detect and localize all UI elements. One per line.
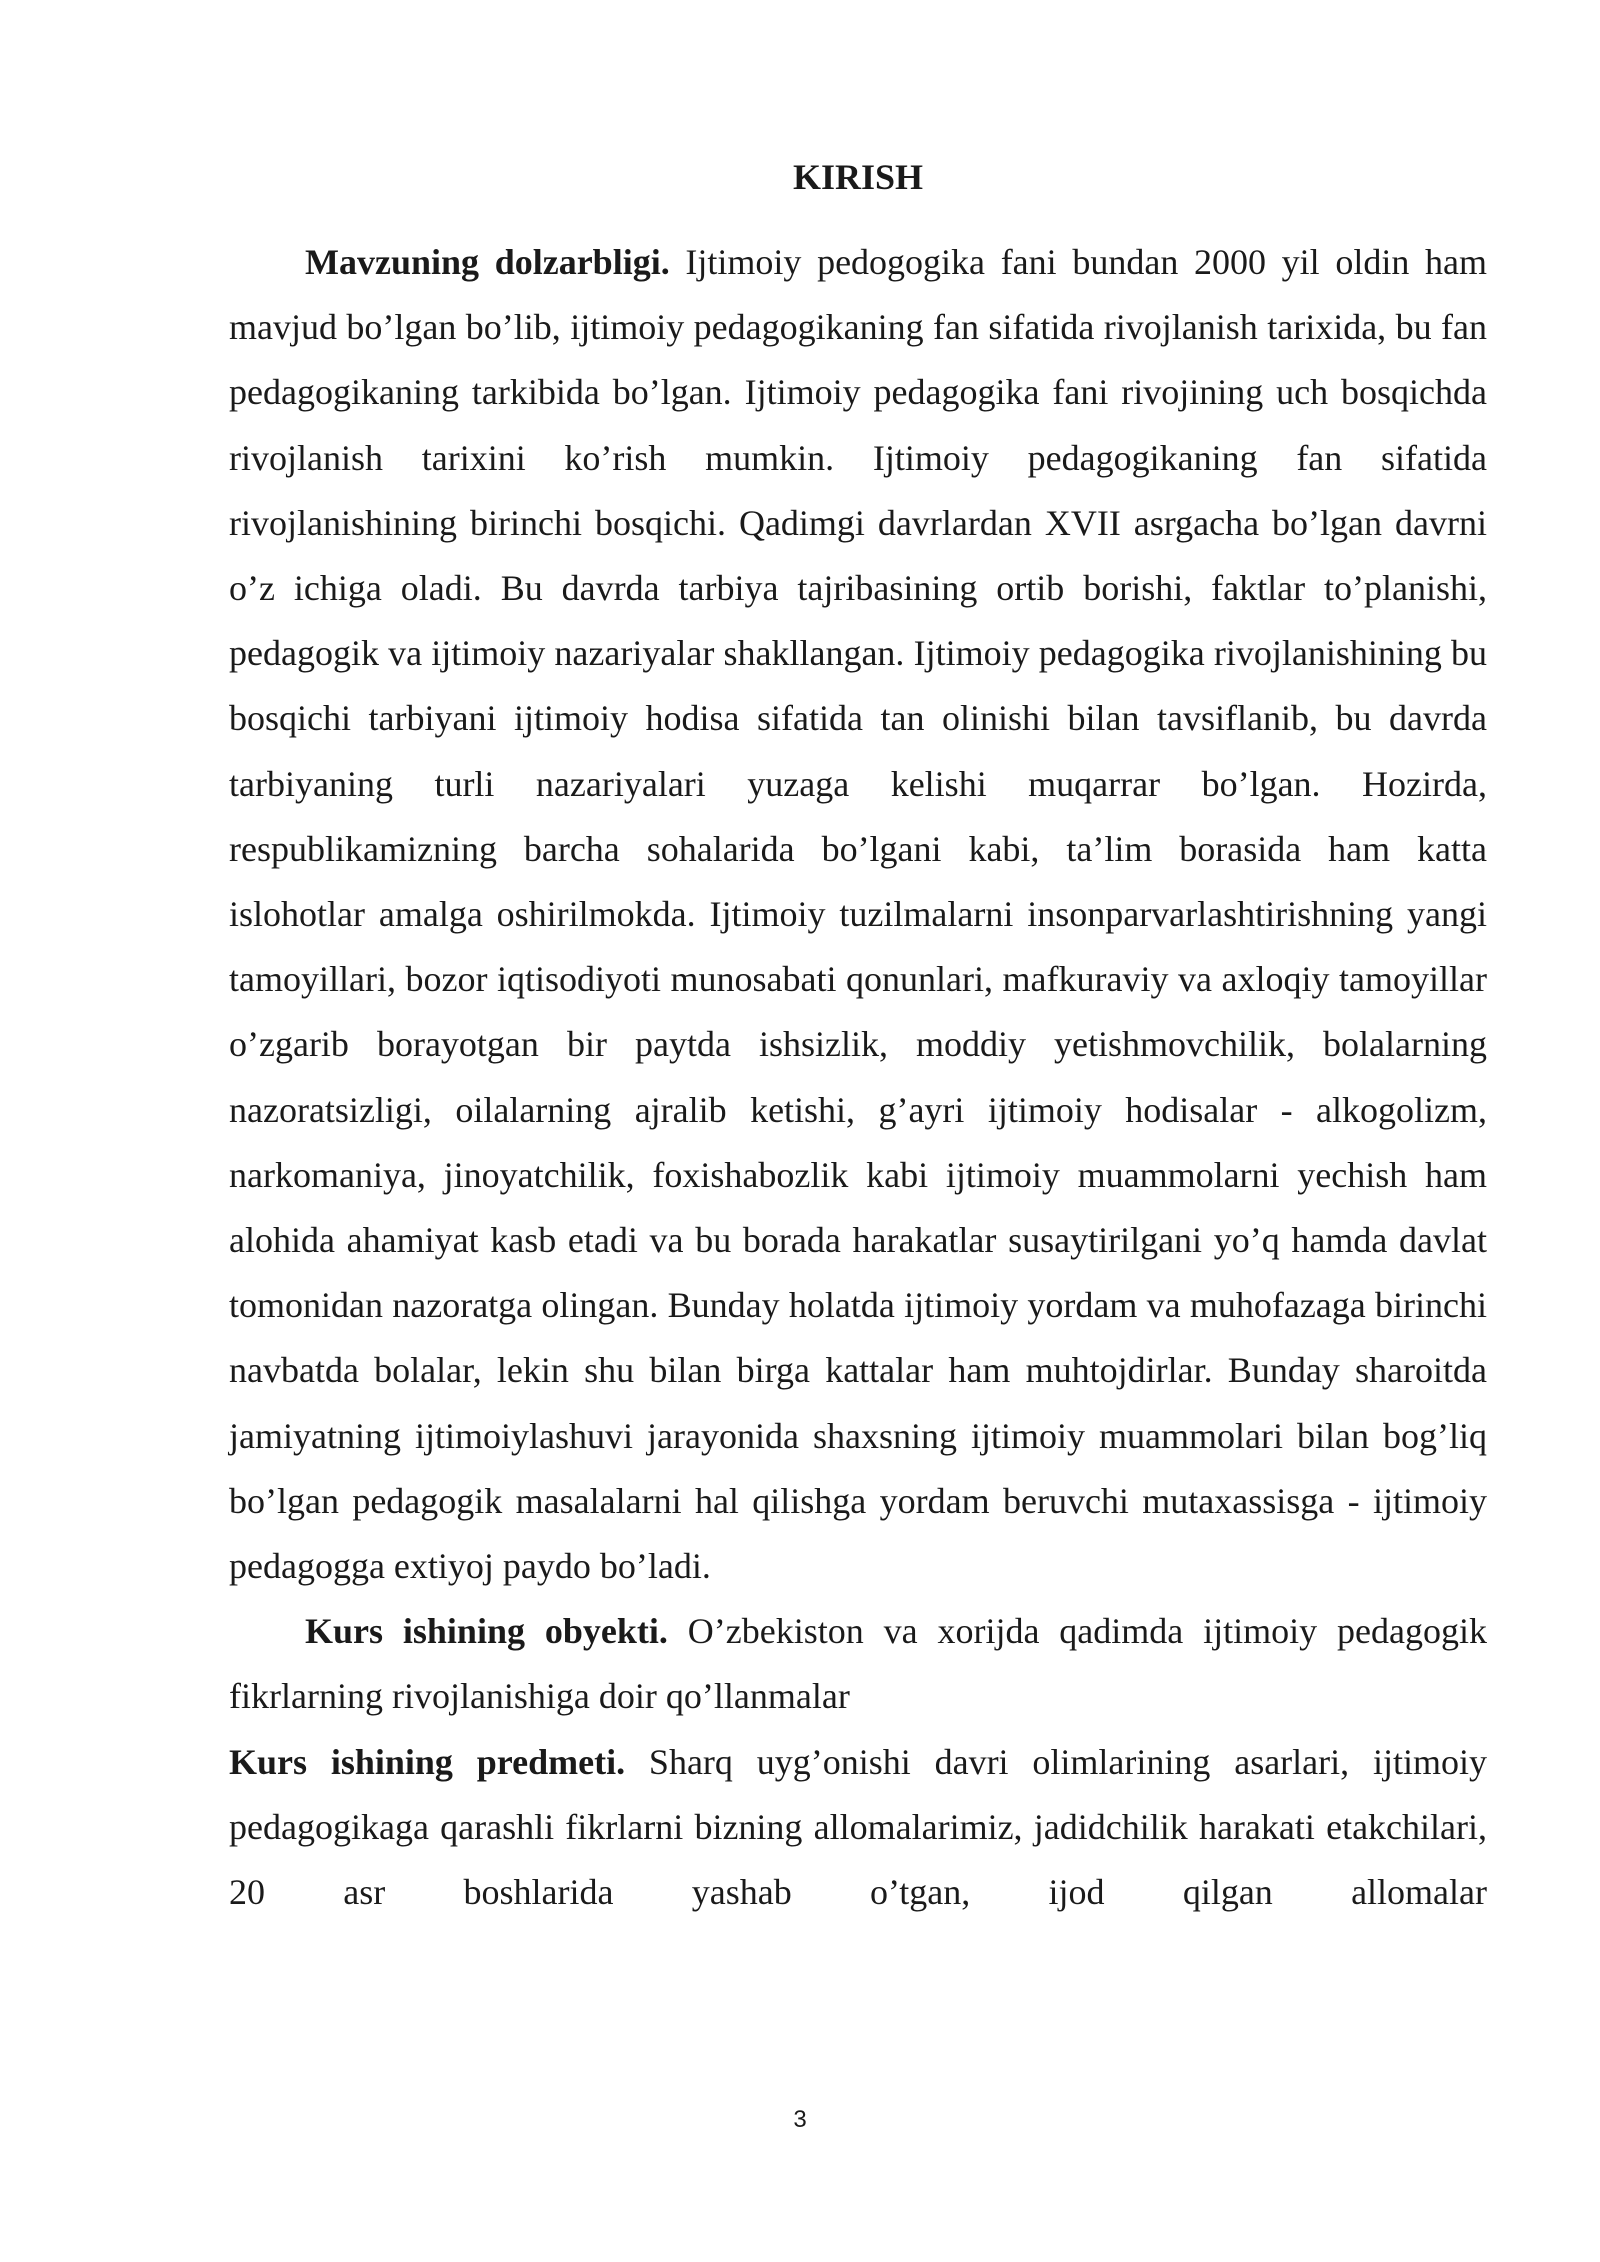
paragraph-text: O’zbekiston va xorijda qadimda ijtimoiy pedagogik fikrlarning rivojlanishiga doir qo’llanmalar xyxy=(229,1611,1487,1717)
paragraph-text: Ijtimoiy pedogogika fani bundan 2000 yil oldin ham mavjud bo’lgan bo’lib, ijtimoiy pedagogikaning fan sifatida rivojlanish tarixida, bu fan pedagogikaning tarkibida bo’lgan. Ijtimoiy pedagogika fani rivojining uch bosqichda rivojlanish tarixini ko’rish mumkin. Ijtimoiy pedagogikaning fan sifatida rivojlanishining birinchi bosqichi. Qadimgi davrlardan XVII asrgacha bo’lgan davrni o’z ichiga oladi. Bu davrda tarbiya tajribasining ortib borishi, faktlar to’planishi, pedagogik va ijtimoiy nazariyalar shakllangan. Ijtimoiy pedagogika rivojlanishining bu bosqichi tarbiyani ijtimoiy hodisa sifatida tan olinishi bilan tavsiflanib, bu davrda tarbiyaning turli nazariyalari yuzaga kelishi muqarrar bo’lgan. Hozirda, respublikamizning barcha sohalarida bo’lgani kabi, ta’lim borasida ham katta islohotlar amalga oshirilmokda. Ijtimoiy tuzilmalarni insonparvarlashtirishning yangi tamoyillari, bozor iqtisodiyoti munosabati qonunlari, mafkuraviy va axloqiy tamoyillar o’zgarib borayotgan bir paytda ishsizlik, moddiy yetishmovchilik, bolalarning nazoratsizligi, oilalarning ajralib ketishi, g’ayri ijtimoiy hodisalar - alkogolizm, narkomaniya, jinoyatchilik, foxishabozlik kabi ijtimoiy muammolarni yechish ham alohida ahamiyat kasb etadi va bu borada harakatlar susaytirilgani yo’q hamda davlat tomonidan nazoratga olingan. Bunday holatda ijtimoiy yordam va muhofazaga birinchi navbatda bolalar, lekin shu bilan birga kattalar ham muhtojdirlar. Bunday sharoitda jamiyatning ijtimoiylashuvi jarayonida shaxsning ijtimoiy muammolari bilan bog’liq bo’lgan pedagogik masalalarni hal qilishga yordam beruvchi mutaxassisga - ijtimoiy pedagogga extiyoj paydo bo’ladi. xyxy=(229,242,1488,1587)
paragraph-subject xyxy=(229,1730,1487,1926)
paragraph-label: Kurs ishining obyekti. xyxy=(305,1611,668,1652)
paragraph-relevance xyxy=(229,230,1487,1599)
paragraph-label: Mavzuning dolzarbligi. xyxy=(305,242,670,282)
paragraph-object xyxy=(229,1599,1487,1729)
paragraph-text: Sharq uyg’onishi davri olimlarining asarlari, ijtimoiy pedagogikaga qarashli fikrlarni bizning allomalarimiz, jadidchilik harakati etakchilari, 20 asr boshlarida yashab o’tgan, ijod qilgan allomalar xyxy=(229,1741,1487,1913)
paragraph-label: Kurs ishining predmeti. xyxy=(229,1741,626,1782)
page-title: KIRISH xyxy=(792,157,924,197)
page-number: 3 xyxy=(793,2106,807,2133)
document-body xyxy=(229,145,1487,1925)
